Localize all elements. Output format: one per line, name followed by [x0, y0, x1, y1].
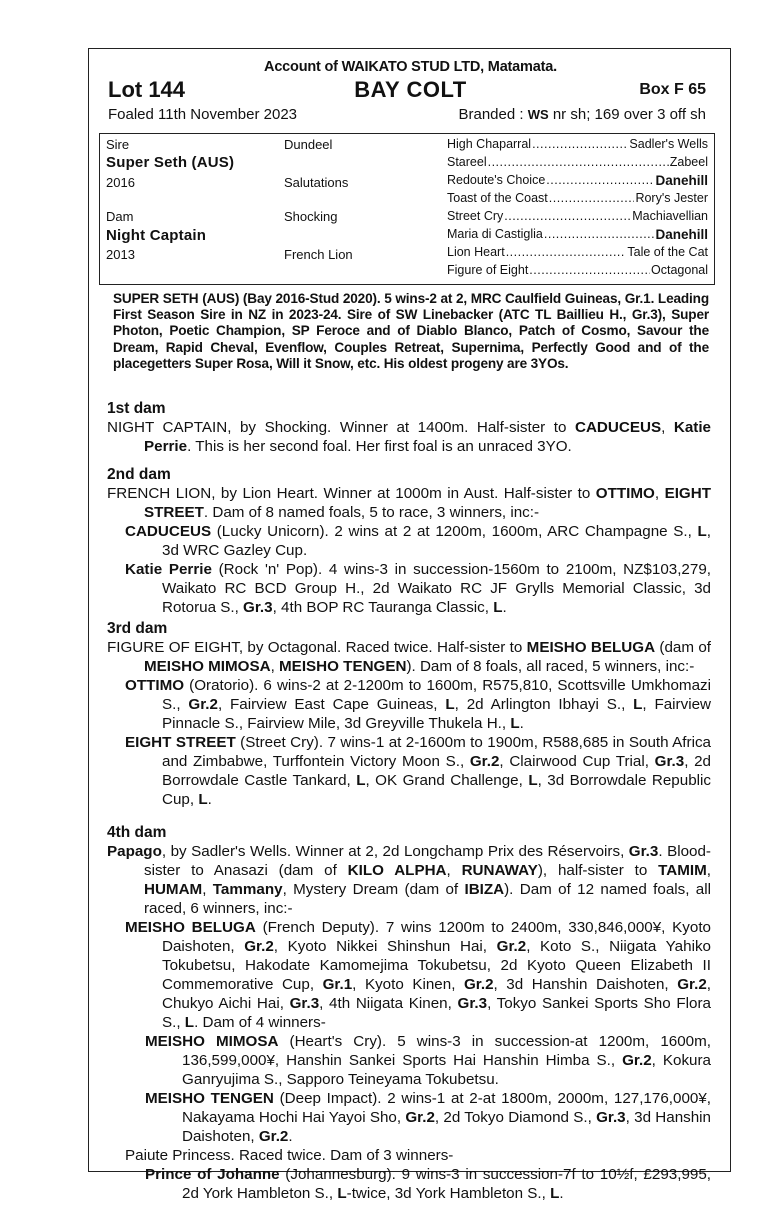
sire-dam: Salutations [284, 175, 349, 190]
vendor-account: Account of WAIKATO STUD LTD, Matamata. [264, 59, 557, 75]
third-generation-sire: Sadler's Wells [629, 137, 708, 151]
progeny-entry: OTTIMO (Oratorio). 6 wins-2 at 2-1200m to 1600m, R575,810, Scottsville Umkhomazi S., Gr.2, Fairview East Cape Guineas, L, 2d Arlington Ibhayi S., L, Fairview Pinnacle S., Fairview Mile, 3d Greyville Thukela H., L. [125, 677, 711, 732]
leader-dots [546, 173, 654, 188]
horse-description: BAY COLT [354, 77, 467, 102]
fourth-dam-section [107, 823, 711, 1203]
catalogue-page [88, 48, 731, 1202]
leader-dots [529, 263, 650, 277]
first-dam-text: NIGHT CAPTAIN, by Shocking. Winner at 1400m. Half-sister to CADUCEUS, Katie Perrie. This is her second foal. Her first foal is an unraced 3YO. [107, 419, 711, 455]
sire-name: Super Seth (AUS) [106, 154, 235, 171]
branded-label: Branded : [458, 106, 524, 123]
third-generation-row [447, 245, 708, 259]
box-number: Box F 65 [639, 81, 706, 98]
progeny-entry: MEISHO BELUGA (French Deputy). 7 wins 1200m to 2400m, 330,846,000¥, Kyoto Daishoten, Gr.2, Kyoto Nikkei Shinshun Hai, Gr.2, Koto S., Niigata Yahiko Tokubetsu, Hakodate Kamomejima Tokubetsu, 2d Kyoto Queen Elizabeth II Commemorative Cup, Gr.1, Kyoto Kinen, Gr.2, 3d Hanshin Daishoten, Gr.2, Chukyo Aichi Hai, Gr.3, 4th Niigata Kinen, Gr.3, Tokyo Sankei Sports Sho Flora S., L. Dam of 4 winners- [125, 919, 712, 1031]
progeny-entry: Katie Perrie (Rock 'n' Pop). 4 wins-3 in succession-1560m to 2100m, NZ$103,279, Waikato RC BCD Group H., 2d Waikato RC JF Grylls Memorial Classic, 3d Rotorua S., Gr.3, 4th BOP RC Tauranga Classic, L. [125, 561, 711, 616]
third-dam-section [107, 619, 711, 809]
progeny-entry: Paiute Princess. Raced twice. Dam of 3 winners- [125, 1147, 454, 1164]
third-generation-row [447, 173, 708, 188]
third-generation-dam: Redoute's Choice [447, 173, 546, 187]
branded-rest: nr sh; 169 over 3 off sh [552, 106, 706, 123]
first-dam-heading: 1st dam [107, 400, 166, 417]
third-generation-dam: Street Cry [447, 209, 504, 223]
grand-progeny-entry: MEISHO MIMOSA (Heart's Cry). 5 wins-3 in succession-at 1200m, 1600m, 136,599,000¥, Hanshin Sankei Sports Hai Hanshin Himba S., Gr.2, Kokura Ganryujima S., Sapporo Teineyama Tokubetsu. [145, 1033, 712, 1088]
fourth-dam-text: Papago, by Sadler's Wells. Winner at 2, 2d Longchamp Prix des Réservoirs, Gr.3. Blood-sister to Anasazi (dam of KILO ALPHA, RUNAWAY), half-sister to TAMIM, HUMAM, Tammany, Mystery Dream (dam of IBIZA). Dam of 12 named foals, all raced, 6 winners, inc:- [107, 843, 712, 917]
first-dam-section [107, 399, 711, 456]
third-generation-sire: Tale of the Cat [627, 245, 708, 259]
third-generation-sire: Danehill [655, 227, 708, 242]
sire-year: 2016 [106, 175, 135, 190]
third-dam-heading: 3rd dam [107, 620, 168, 637]
dam-sire: Shocking [284, 209, 338, 224]
foaled-date: Foaled 11th November 2023 [108, 106, 298, 123]
third-generation-row [447, 191, 708, 205]
leader-dots [549, 191, 635, 205]
progeny-entry: EIGHT STREET (Street Cry). 7 wins-1 at 2-1600m to 1900m, R588,685 in South Africa and Zimbabwe, Turffontein Victory Moon S., Gr.2, Clairwood Cup Trial, Gr.3, 2d Borrowdale Castle Tankard, L, OK Grand Challenge, L, 3d Borrowdale Republic Cup, L. [125, 734, 711, 808]
third-generation-dam: Lion Heart [447, 245, 505, 259]
third-generation-sire: Rory's Jester [635, 191, 708, 205]
third-generation-sire: Octagonal [651, 263, 708, 277]
third-generation-dam: Toast of the Coast [447, 191, 548, 205]
sire-summary: SUPER SETH (AUS) (Bay 2016-Stud 2020). 5 wins-2 at 2, MRC Caulfield Guineas, Gr.1. Leading First Season Sire in NZ in 2023-24. Sire of SW Linebacker (ATC TL Baillieu H., Gr.3), Super Photon, Poetic Champion, SP Feroce and of Diablo Blanco, Patch of Cosmo, Savour the Dream, Rapid Cheval, Evenflow, Couples Retreat, Supernima, Perfectly Good and of the placegetters Super Rosa, Will it Snow, etc. His oldest progeny are 3YOs. [113, 291, 709, 371]
brand-mark: WS [527, 107, 549, 122]
leader-dots [488, 155, 669, 169]
dam-dam: French Lion [284, 247, 353, 262]
sire-sire: Dundeel [284, 137, 333, 152]
leader-dots [532, 137, 628, 151]
third-generation-dam: Figure of Eight [447, 263, 529, 277]
leader-dots [506, 245, 627, 259]
third-generation-sire: Machiavellian [632, 209, 708, 223]
dam-label: Dam [106, 209, 134, 224]
second-dam-section [107, 465, 711, 617]
third-generation-row [447, 155, 708, 169]
fourth-dam-heading: 4th dam [107, 824, 167, 841]
third-generation-dam: High Chaparral [447, 137, 532, 151]
third-generation-sire: Zabeel [669, 155, 708, 169]
dam-name: Night Captain [106, 227, 207, 244]
leader-dots [544, 227, 655, 242]
third-generation-dam: Maria di Castiglia [447, 227, 543, 241]
dam-year: 2013 [106, 247, 135, 262]
sire-label: Sire [106, 137, 130, 152]
third-dam-text: FIGURE OF EIGHT, by Octagonal. Raced twice. Half-sister to MEISHO BELUGA (dam of MEISHO MIMOSA, MEISHO TENGEN). Dam of 8 foals, all raced, 5 winners, inc:- [107, 639, 711, 675]
second-dam-heading: 2nd dam [107, 466, 171, 483]
second-dam-text: FRENCH LION, by Lion Heart. Winner at 1000m in Aust. Half-sister to OTTIMO, EIGHT STREET. Dam of 8 named foals, 5 to race, 3 winners, inc:- [107, 485, 711, 521]
brand-info [459, 106, 707, 123]
third-generation-sire: Danehill [655, 173, 708, 188]
pedigree-table [99, 133, 715, 285]
third-generation-row [447, 263, 708, 277]
third-generation-dam: Stareel [447, 155, 487, 169]
lot-number: Lot 144 [108, 77, 186, 102]
third-generation-row [447, 137, 708, 151]
grand-progeny-entry: MEISHO TENGEN (Deep Impact). 2 wins-1 at 2-at 1800m, 2000m, 127,176,000¥, Nakayama Hochi Hai Yayoi Sho, Gr.2, 2d Tokyo Diamond S., Gr.3, 3d Hanshin Daishoten, Gr.2. [145, 1090, 711, 1145]
third-generation-row [447, 209, 708, 223]
progeny-entry: CADUCEUS (Lucky Unicorn). 2 wins at 2 at 1200m, 1600m, ARC Champagne S., L, 3d WRC Gazley Cup. [125, 523, 711, 559]
third-generation-row [447, 227, 708, 242]
leader-dots [504, 209, 631, 223]
grand-progeny-entry: Prince of Johanne (Johannesburg). 9 wins-3 in succession-7f to 10½f, £293,995, 2d York Hambleton S., L-twice, 3d York Hambleton S., L. [145, 1166, 712, 1202]
